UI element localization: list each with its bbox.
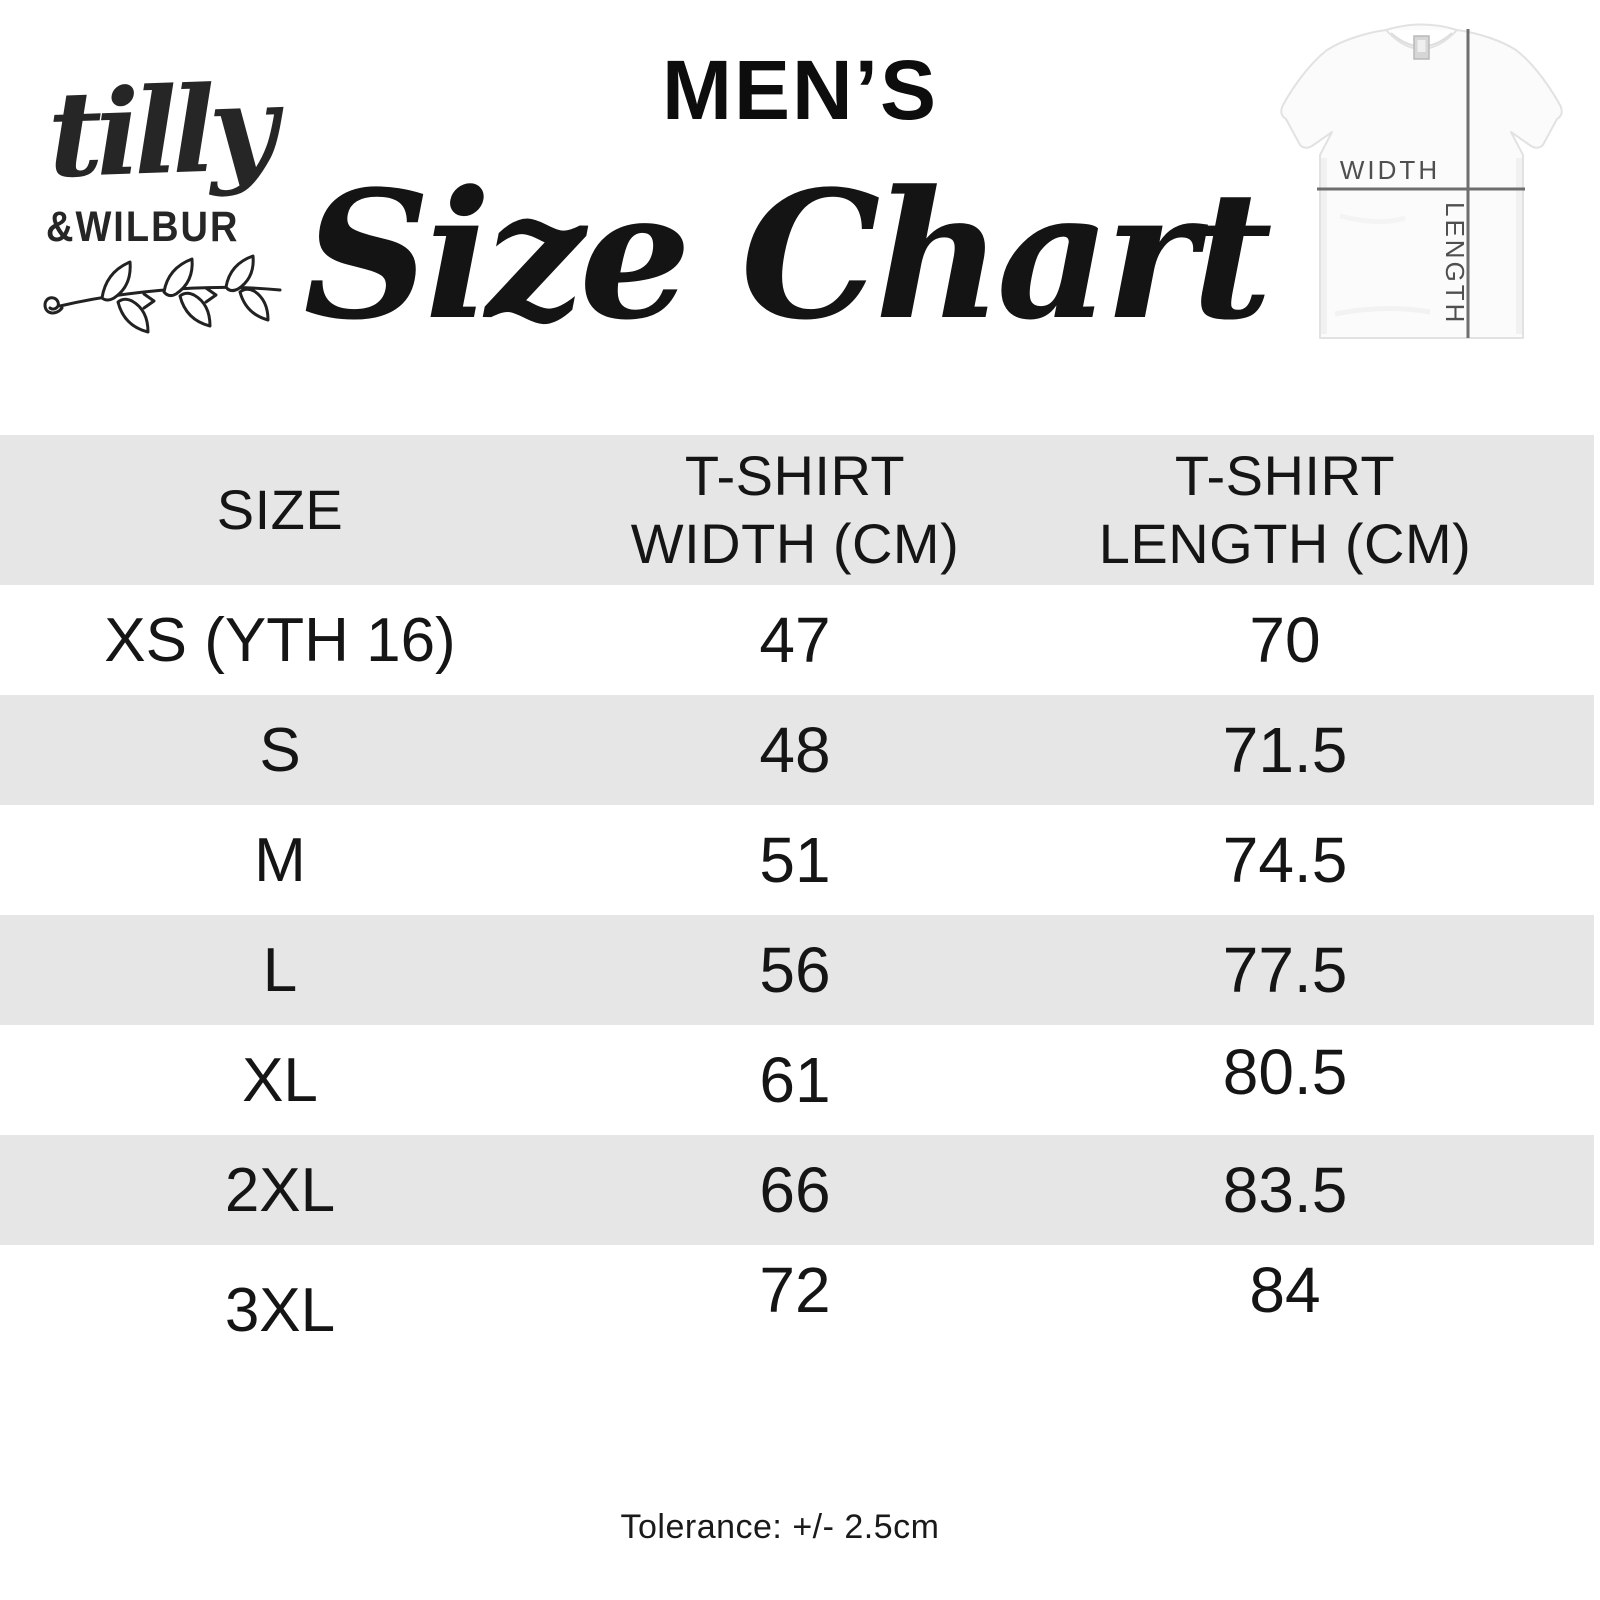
width-cell: 51	[759, 824, 831, 896]
page-title: Size Chart	[303, 152, 1267, 359]
width-cell: 48	[759, 714, 831, 786]
width-cell: 72	[759, 1254, 831, 1326]
width-label: WIDTH	[1339, 155, 1441, 185]
brand-name-caps: &WILBUR	[46, 204, 240, 252]
length-cell: 80.5	[1222, 1036, 1348, 1108]
length-cell: 71.5	[1222, 714, 1348, 786]
size-cell: L	[262, 935, 298, 1005]
column-header-line: T-SHIRT	[684, 443, 906, 507]
width-cell: 47	[759, 604, 831, 676]
width-cell: 66	[759, 1154, 831, 1226]
table-row-xs	[0, 585, 1594, 695]
length-cell: 74.5	[1222, 824, 1348, 896]
brand-name-script: tilly	[45, 57, 273, 205]
size-table	[0, 435, 1600, 1355]
table-header-row	[0, 435, 1594, 585]
category-heading: MEN’S	[661, 43, 939, 137]
length-cell: 83.5	[1222, 1154, 1348, 1226]
width-cell: 56	[759, 934, 831, 1006]
tshirt-measurement-diagram	[1240, 16, 1585, 351]
column-header-line: LENGTH (CM)	[1098, 512, 1472, 575]
table-row-2xl	[0, 1135, 1594, 1245]
table-row-s	[0, 695, 1594, 805]
table-row-3xl	[0, 1245, 1594, 1355]
column-header-line: T-SHIRT	[1174, 443, 1396, 507]
size-cell: 2XL	[224, 1155, 336, 1225]
length-label: LENGTH	[1440, 202, 1470, 326]
table-row-m	[0, 805, 1594, 915]
column-header-size	[0, 435, 560, 585]
column-header-length	[1030, 435, 1540, 585]
size-cell: M	[254, 825, 306, 895]
table-row-l	[0, 915, 1594, 1025]
size-cell: 3XL	[224, 1275, 336, 1345]
size-cell: XL	[242, 1045, 318, 1115]
size-cell: S	[259, 715, 301, 785]
width-cell: 61	[759, 1044, 831, 1116]
table-row-xl	[0, 1025, 1594, 1135]
column-header-width	[560, 435, 1030, 585]
column-header-line: SIZE	[216, 477, 344, 541]
length-cell: 70	[1249, 604, 1321, 676]
tolerance-note: Tolerance: +/- 2.5cm	[620, 1508, 940, 1546]
length-cell: 77.5	[1222, 934, 1348, 1006]
size-cell: XS (YTH 16)	[104, 605, 456, 675]
column-header-line: WIDTH (CM)	[630, 512, 960, 575]
length-cell: 84	[1249, 1254, 1321, 1326]
